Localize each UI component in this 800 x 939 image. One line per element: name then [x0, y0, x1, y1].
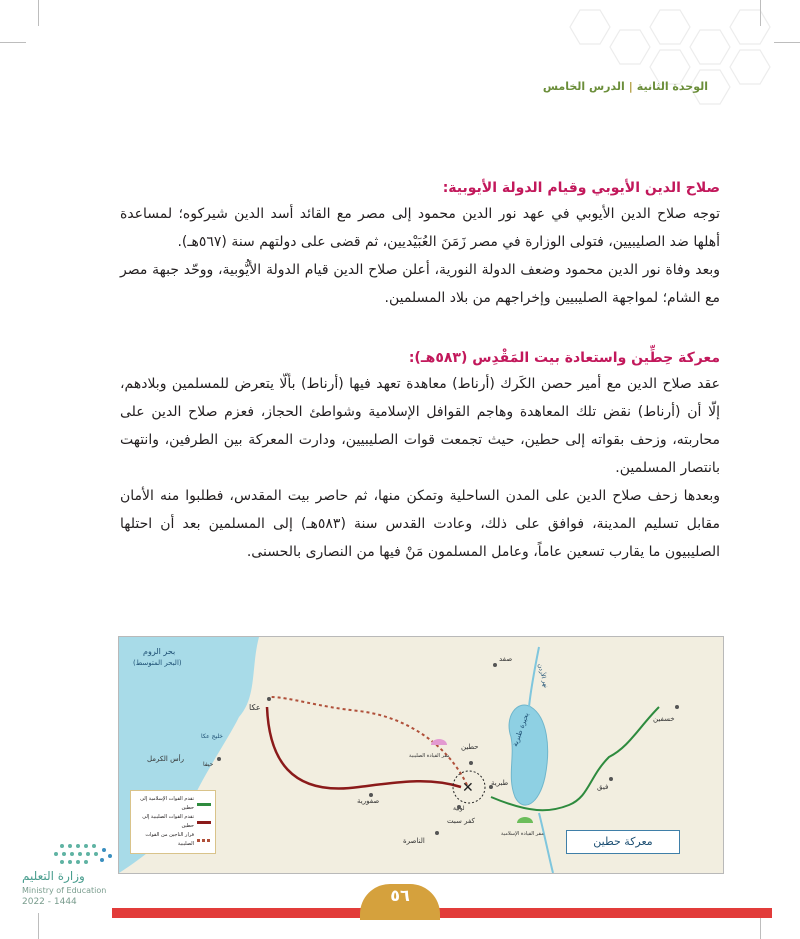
- map-legend: [130, 790, 216, 854]
- legend-label: فرار الناجين من القوات الصليبية: [145, 832, 194, 847]
- crusader-advance-route: [267, 707, 461, 789]
- map-label-muslim-hq: مقر القيادة الإسلامية: [501, 831, 544, 837]
- section-heading: معركة حِطِّين واستعادة بيت المَقْدِس (٥٨٣هـ):: [408, 350, 720, 366]
- crop-mark: [38, 0, 39, 26]
- map-label-sea: بحر الروم: [143, 647, 176, 656]
- muslim-hq-icon: [517, 817, 533, 823]
- jordan-river: [529, 647, 539, 707]
- ministry-name-english: Ministry of Education: [22, 886, 107, 895]
- crop-mark: [760, 0, 761, 26]
- legend-swatch-retreat: [197, 839, 211, 842]
- map-label-lake: بحيرة طبرية: [511, 711, 531, 748]
- map-label-haifa: حيفا: [203, 761, 214, 768]
- svg-text:✕: ✕: [462, 780, 474, 796]
- section-heading: صلاح الدين الأيوبي وقيام الدولة الأيوبية:: [442, 180, 720, 196]
- edition-year: 2022 - 1444: [22, 897, 77, 907]
- legend-item: [135, 795, 211, 813]
- legend-item: [135, 813, 211, 831]
- map-label-gulf: خليج عكا: [201, 733, 224, 740]
- map-label-jordan: نهر الأردن: [536, 663, 550, 689]
- map-label-carmel: رأس الكرمل: [147, 755, 184, 763]
- legend-item: [135, 831, 211, 849]
- paragraph: وبعدها زحف صلاح الدين على المدن الساحلية وتمكن منها، ثم حاصر بيت المقدس، فطلبوا منه الأمان مقابل تسليم المدينة، فوافق على ذلك، وعادت القدس سنة (٥٨٣هـ) إلى المسلمين بعد أن احتلها الصليبيون ما يقارب تسعين عاماً، وعامل المسلمون مَنْ فيها من النصارى بالحسنى.: [120, 488, 720, 560]
- crop-mark: [38, 913, 39, 939]
- hexagon-pattern-decoration: [540, 0, 800, 130]
- crop-mark: [774, 42, 800, 43]
- legend-label: تقدم القوات الإسلامية إلى حطين: [140, 796, 194, 811]
- breadcrumb-separator: |: [628, 80, 633, 93]
- breadcrumb-lesson: الدرس الخامس: [542, 80, 625, 93]
- section-saladin: [120, 176, 720, 312]
- map-label-lubia: لوبية: [453, 805, 465, 812]
- map-label-hittin: حطين: [461, 743, 479, 751]
- breadcrumb-unit: الوحدة الثانية: [636, 80, 708, 93]
- map-label-crusader-hq: مقر القيادة الصليبية: [409, 753, 450, 759]
- page-number: ٥٦: [390, 886, 410, 905]
- crop-mark: [0, 42, 26, 43]
- legend-label: تقدم القوات الصليبية إلى حطين: [142, 814, 194, 829]
- map-label-fiq: فيق: [597, 783, 609, 791]
- map-label-sea-sub: (البحر المتوسط): [133, 659, 182, 667]
- legend-swatch-crusader: [197, 821, 211, 824]
- paragraph: عقد صلاح الدين مع أمير حصن الكَرك (أرناط) معاهدة تعهد فيها (أرناط) بألّا يتعرض للمسلمين وبلادهم، إلّا أن (أرناط) نقض تلك المعاهدة وهاجم القوافل الإسلامية وشواطئ الحجاز، فعزم صلاح الدين على محاربته، وزحف بقواته إلى حطين، حيث تجمعت قوات الصليبيين، ودارت المعركة بين الطرفين، وانتهت بانتصار المسلمين.: [120, 376, 720, 476]
- section-hittin: [120, 346, 720, 566]
- ministry-name: وزارة التعليم: [22, 869, 85, 883]
- map-label-nazareth: الناصرة: [403, 837, 425, 845]
- paragraph: وبعد وفاة نور الدين محمود وضعف الدولة النورية، أعلن صلاح الدين قيام الدولة الأيُّوبية، ووحّد جبهة مصر مع الشام؛ لمواجهة الصليبيين وإخراجهم من بلاد المسلمين.: [120, 262, 720, 306]
- legend-swatch-muslim: [197, 803, 211, 806]
- paragraph: توجه صلاح الدين الأيوبي في عهد نور الدين محمود إلى مصر مع القائد أسد الدين شيركوه؛ لمساعدة أهلها ضد الصليبيين، فتولى الوزارة في مصر زَمَنَ العُبَيْديين، ثم قضى على دولتهم سنة (٥٦٧هـ).: [120, 206, 720, 250]
- map-label-tiberias: طبرية: [491, 779, 509, 787]
- map-label-saffuriya: صفورية: [357, 797, 380, 805]
- crusader-hq-icon: [431, 739, 447, 745]
- footer-bar: [112, 908, 772, 918]
- ministry-logo-icon: [22, 840, 118, 868]
- map-label-kafr-sabt: كفر سبت: [447, 817, 475, 825]
- breadcrumb: [543, 80, 708, 93]
- map-label-khisfin: خسفين: [653, 715, 675, 723]
- map-label-safad: صفد: [499, 655, 513, 663]
- map-caption: معركة حطين: [566, 830, 680, 854]
- map-label-akka: عكا: [249, 703, 261, 712]
